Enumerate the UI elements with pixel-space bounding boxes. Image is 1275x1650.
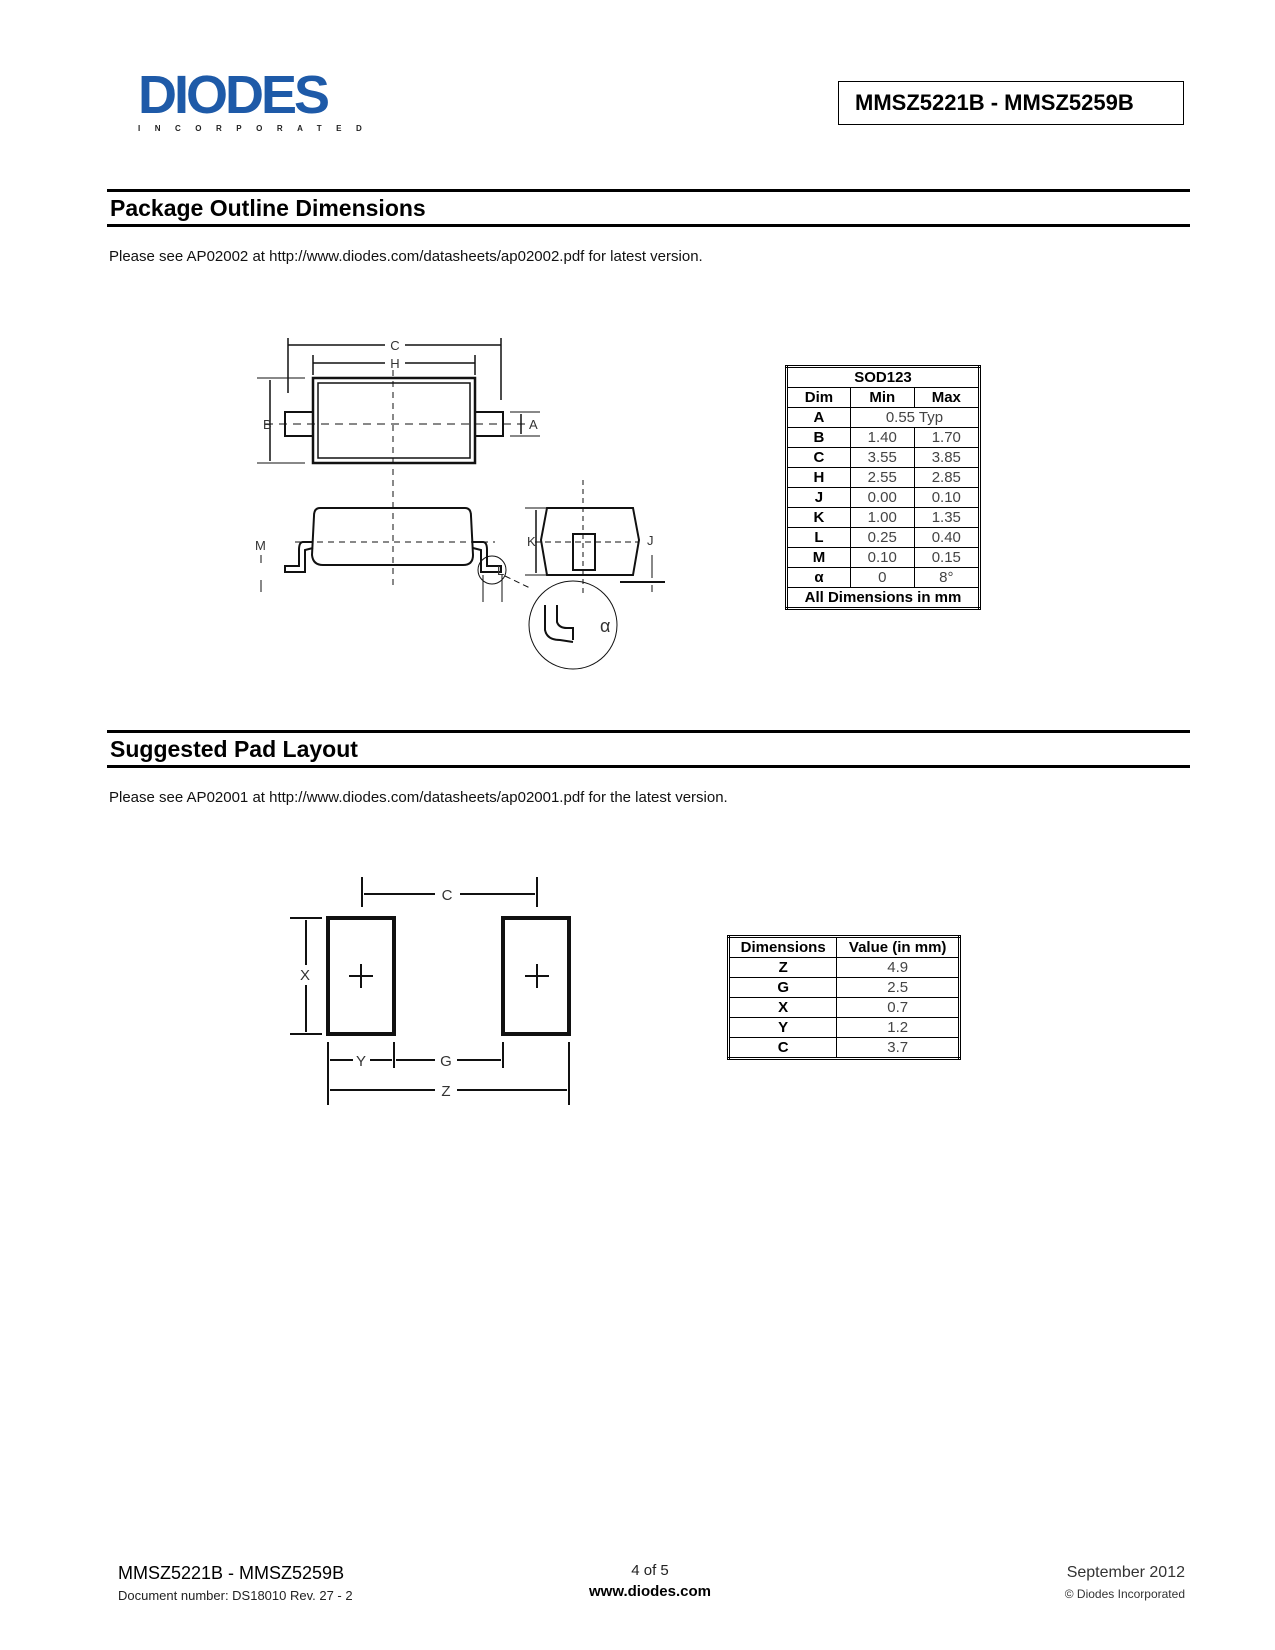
value-cell: 0.7 [837, 998, 960, 1018]
dim-cell: L [787, 528, 851, 548]
svg-text:X: X [300, 967, 311, 984]
svg-text:J: J [647, 533, 654, 548]
min-cell: 0 [850, 568, 914, 588]
pad-dimensions-table [727, 935, 961, 1060]
max-cell: 1.35 [914, 508, 979, 528]
section-rule-top [107, 730, 1190, 733]
col-header: Dim [787, 388, 851, 408]
table-row [787, 488, 980, 508]
package-outline-diagram [255, 330, 685, 680]
min-cell: 0.10 [850, 548, 914, 568]
company-logo [138, 65, 377, 133]
dim-cell: B [787, 428, 851, 448]
value-cell: 1.2 [837, 1018, 960, 1038]
max-cell: 3.85 [914, 448, 979, 468]
table-row [729, 1018, 960, 1038]
dim-cell: H [787, 468, 851, 488]
sod123-dimensions-table [785, 365, 981, 610]
svg-text:H: H [390, 356, 400, 371]
svg-text:C: C [441, 887, 453, 904]
svg-text:C: C [390, 338, 400, 353]
svg-text:Y: Y [355, 1053, 367, 1070]
min-cell: 1.00 [850, 508, 914, 528]
min-cell: 2.55 [850, 468, 914, 488]
svg-text:L: L [497, 563, 505, 578]
col-header: Max [914, 388, 979, 408]
dim-cell: Y [729, 1018, 837, 1038]
footer-date: September 2012 [1066, 1564, 1185, 1581]
table-row [729, 958, 960, 978]
dim-cell: A [787, 408, 851, 428]
svg-text:M: M [255, 538, 266, 553]
value-cell: 2.5 [837, 978, 960, 998]
part-range-title: MMSZ5221B - MMSZ5259B [855, 90, 1134, 115]
dim-cell: M [787, 548, 851, 568]
dim-cell: X [729, 998, 837, 1018]
table-row [729, 998, 960, 1018]
dim-cell: C [729, 1038, 837, 1059]
pad-layout-diagram [285, 870, 595, 1110]
dim-cell: Z [729, 958, 837, 978]
min-cell: 1.40 [850, 428, 914, 448]
svg-text:α: α [600, 616, 611, 636]
table-row [787, 568, 980, 588]
min-cell: 0.00 [850, 488, 914, 508]
table-row [787, 508, 980, 528]
table-row [787, 468, 980, 488]
section-rule-bottom [107, 765, 1190, 768]
dim-cell: α [787, 568, 851, 588]
svg-text:K: K [527, 534, 536, 549]
footer-page-number: 4 of 5 [631, 1562, 669, 1579]
footer-website[interactable]: www.diodes.com [589, 1583, 711, 1600]
section-rule-top [107, 189, 1190, 192]
table-footer: All Dimensions in mm [787, 588, 980, 609]
section-title-pad-layout: Suggested Pad Layout [110, 736, 358, 762]
value-cell: 3.7 [837, 1038, 960, 1059]
dim-cell: C [787, 448, 851, 468]
dim-cell: J [787, 488, 851, 508]
svg-text:B: B [263, 417, 272, 432]
dim-cell: G [729, 978, 837, 998]
footer-doc-number: Document number: DS18010 Rev. 27 - 2 [118, 1588, 353, 1603]
max-cell: 1.70 [914, 428, 979, 448]
footer-part-range: MMSZ5221B - MMSZ5259B [118, 1563, 345, 1583]
table-row [787, 428, 980, 448]
table-row [787, 528, 980, 548]
pad-layout-note[interactable]: Please see AP02001 at http://www.diodes.com/datasheets/ap02001.pdf for the latest version. [109, 789, 728, 806]
typ-cell: 0.55 Typ [850, 408, 979, 428]
dim-cell: K [787, 508, 851, 528]
table-title: SOD123 [787, 367, 980, 388]
col-header: Min [850, 388, 914, 408]
logo-subtitle: INCORPORATED [138, 124, 377, 133]
col-header: Value (in mm) [837, 937, 960, 958]
max-cell: 2.85 [914, 468, 979, 488]
table-row [787, 408, 980, 428]
max-cell: 0.15 [914, 548, 979, 568]
min-cell: 3.55 [850, 448, 914, 468]
max-cell: 0.10 [914, 488, 979, 508]
section-rule-bottom [107, 224, 1190, 227]
min-cell: 0.25 [850, 528, 914, 548]
max-cell: 0.40 [914, 528, 979, 548]
svg-text:Z: Z [441, 1083, 451, 1100]
part-range-box [838, 81, 1184, 125]
svg-text:G: G [440, 1053, 452, 1070]
package-outline-note[interactable]: Please see AP02002 at http://www.diodes.com/datasheets/ap02002.pdf for latest version. [109, 248, 703, 265]
svg-text:A: A [529, 417, 538, 432]
value-cell: 4.9 [837, 958, 960, 978]
table-row [787, 448, 980, 468]
max-cell: 8° [914, 568, 979, 588]
table-row [787, 548, 980, 568]
logo-wordmark: DIODES [138, 65, 328, 125]
footer-copyright: © Diodes Incorporated [1064, 1587, 1185, 1601]
table-row [729, 978, 960, 998]
col-header: Dimensions [729, 937, 837, 958]
section-title-package-outline: Package Outline Dimensions [110, 195, 426, 221]
table-row [729, 1038, 960, 1059]
